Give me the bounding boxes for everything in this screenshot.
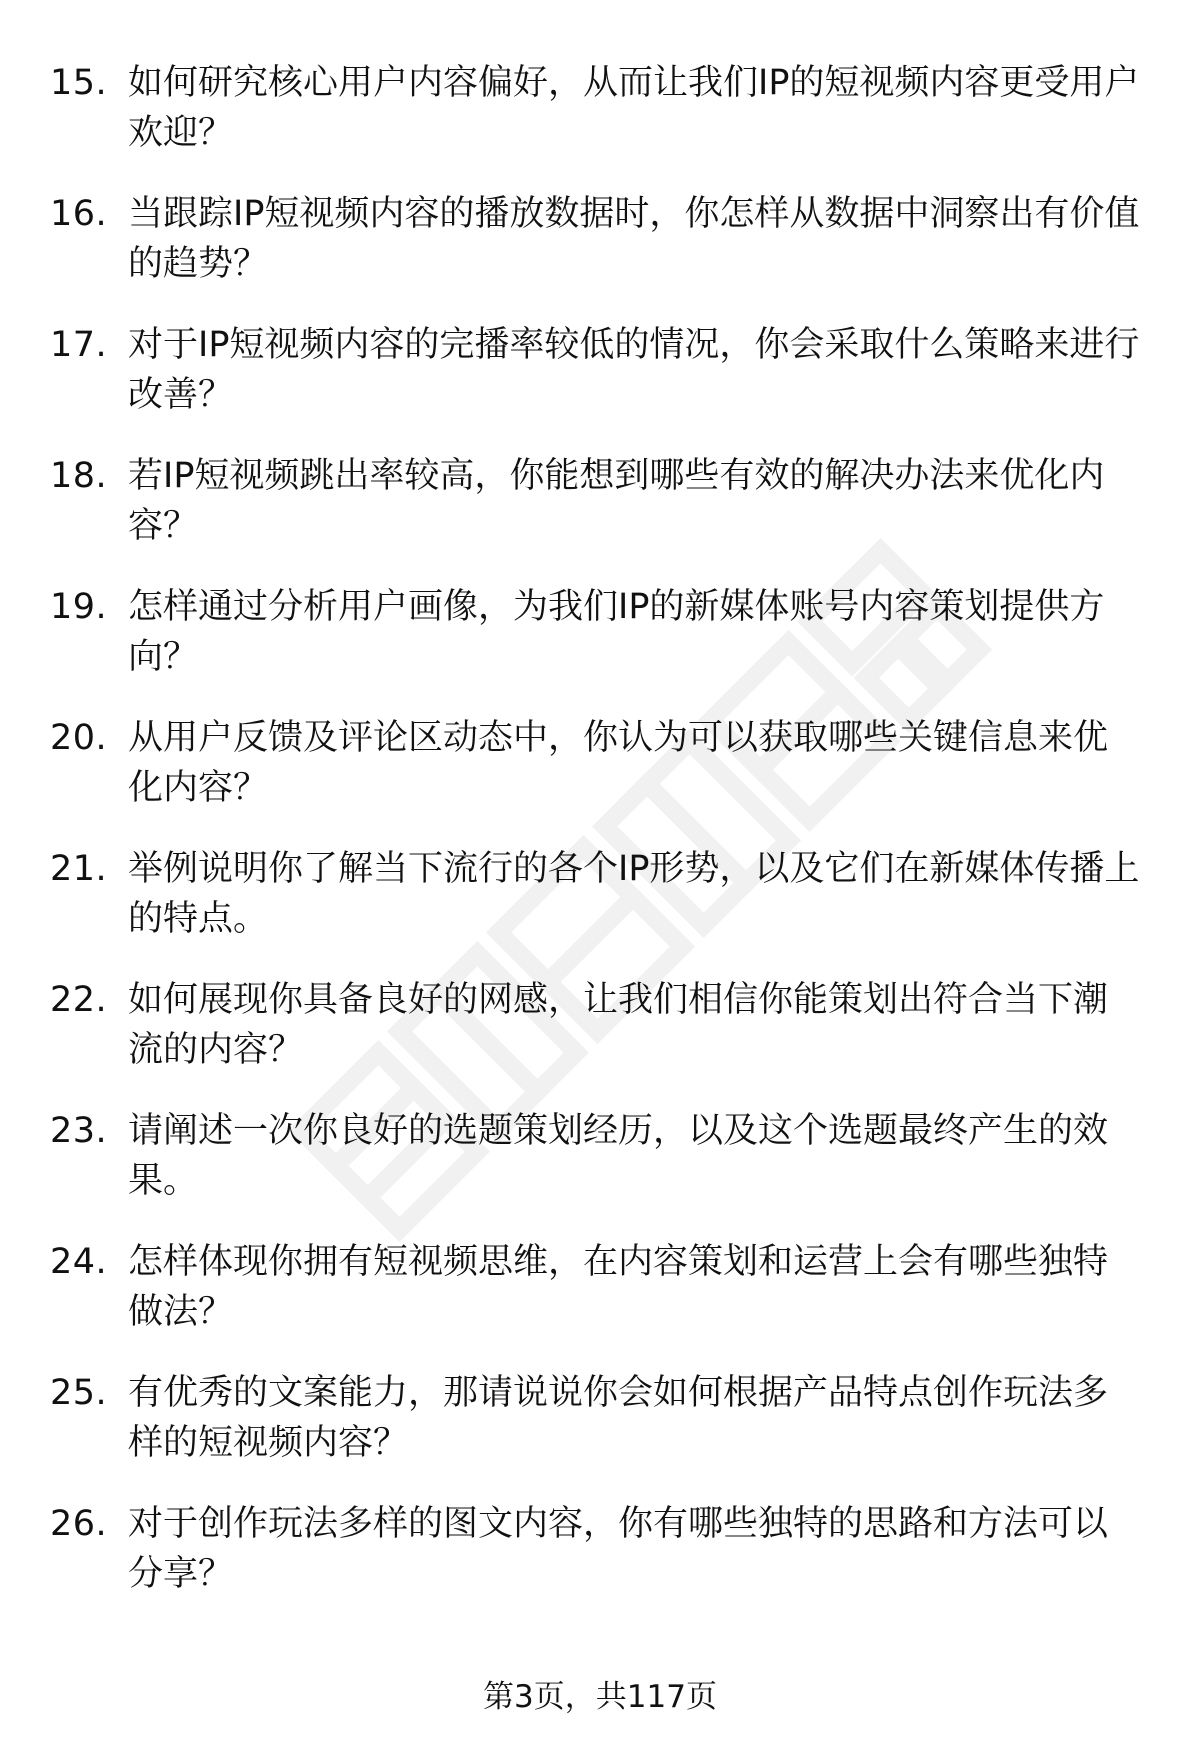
question-item	[50, 58, 1140, 158]
question-text: 对于创作玩法多样的图文内容，你有哪些独特的思路和方法可以分享？	[128, 1504, 1109, 1594]
question-number: 20.	[50, 718, 108, 758]
question-item	[50, 713, 1140, 813]
question-item	[50, 1368, 1140, 1468]
question-number: 25.	[50, 1373, 108, 1413]
question-number: 16.	[50, 194, 108, 234]
question-text: 怎样通过分析用户画像，为我们IP的新媒体账号内容策划提供方向？	[128, 587, 1105, 677]
question-number: 19.	[50, 587, 108, 627]
question-number: 17.	[50, 325, 108, 365]
question-item	[50, 189, 1140, 289]
question-item	[50, 451, 1140, 551]
question-item	[50, 320, 1140, 420]
question-number: 26.	[50, 1504, 108, 1544]
page-footer	[0, 1676, 1200, 1718]
question-text: 举例说明你了解当下流行的各个IP形势，以及它们在新媒体传播上的特点。	[128, 849, 1140, 939]
question-number: 24.	[50, 1242, 108, 1282]
page-number-label: 第3页，共117页	[483, 1679, 717, 1715]
question-text: 当跟踪IP短视频内容的播放数据时，你怎样从数据中洞察出有价值的趋势？	[128, 194, 1140, 284]
question-item	[50, 975, 1140, 1075]
question-text: 如何研究核心用户内容偏好，从而让我们IP的短视频内容更受用户欢迎？	[128, 63, 1140, 153]
question-item	[50, 1499, 1140, 1599]
question-number: 21.	[50, 849, 108, 889]
question-text: 如何展现你具备良好的网感，让我们相信你能策划出符合当下潮流的内容？	[128, 980, 1109, 1070]
question-number: 18.	[50, 456, 108, 496]
question-text: 请阐述一次你良好的选题策划经历，以及这个选题最终产生的效果。	[128, 1111, 1109, 1201]
question-item	[50, 1237, 1140, 1337]
question-text: 怎样体现你拥有短视频思维，在内容策划和运营上会有哪些独特做法？	[128, 1242, 1109, 1332]
question-item	[50, 844, 1140, 944]
question-item	[50, 1106, 1140, 1206]
question-text: 有优秀的文案能力，那请说说你会如何根据产品特点创作玩法多样的短视频内容？	[128, 1373, 1109, 1463]
question-number: 23.	[50, 1111, 108, 1151]
question-text: 对于IP短视频内容的完播率较低的情况，你会采取什么策略来进行改善？	[128, 325, 1140, 415]
question-number: 22.	[50, 980, 108, 1020]
question-text: 从用户反馈及评论区动态中，你认为可以获取哪些关键信息来优化内容？	[128, 718, 1109, 808]
content-area	[50, 58, 1140, 1599]
question-text: 若IP短视频跳出率较高，你能想到哪些有效的解决办法来优化内容？	[128, 456, 1105, 546]
question-list	[50, 58, 1140, 1599]
question-number: 15.	[50, 63, 108, 103]
question-item	[50, 582, 1140, 682]
